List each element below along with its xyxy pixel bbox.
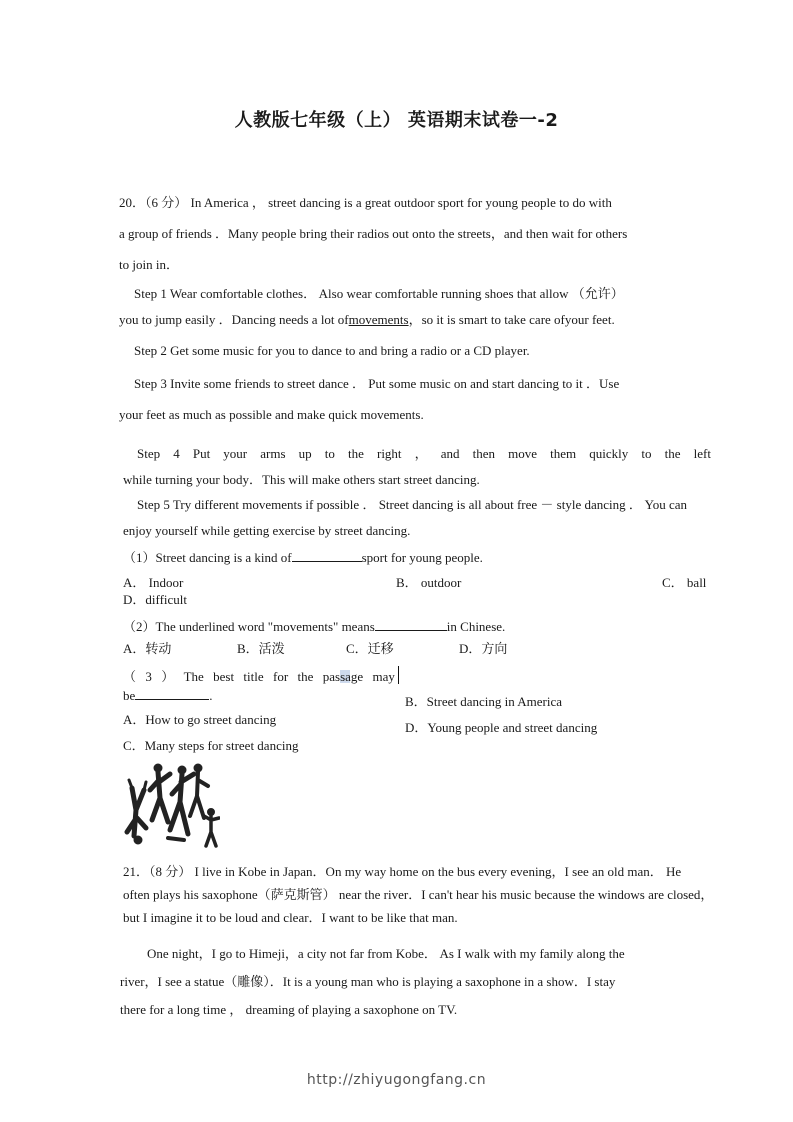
q20-sub3-stem — [123, 669, 395, 685]
step4-word: them — [550, 446, 577, 461]
street-dancers-illustration — [124, 760, 220, 850]
option-b[interactable]: B．Street dancing in America — [405, 694, 563, 709]
option-d[interactable]: D．difficult — [123, 592, 188, 607]
underlined-word-movements: movements — [348, 312, 409, 327]
step4-word: to — [641, 446, 652, 461]
step4-word: 4 — [173, 446, 180, 461]
sub3-word: title — [243, 669, 264, 684]
sub3-word: （ — [123, 669, 137, 684]
q21-p2-line-3: there for a long time ， dreaming of playing a saxophone on TV. — [120, 1002, 458, 1017]
q20-step2: Step 2 Get some music for you to dance to and bring a radio or a CD player. — [134, 343, 530, 358]
q20-step5-line-2: enjoy yourself while getting exercise by street dancing. — [123, 523, 411, 538]
q20-step1-line-2 — [119, 312, 615, 328]
q20-step3-line-2: your feet as much as possible and make quick movements. — [119, 407, 424, 422]
step4-word: the — [664, 446, 681, 461]
q20-line-2: a group of friends ．Many people bring their radios out onto the streets，and then wait for others — [119, 226, 628, 241]
option-b[interactable]: B．活泼 — [237, 641, 285, 656]
sub3-word: for — [272, 669, 289, 684]
sub2-stem-post: in Chinese. — [446, 619, 506, 634]
step4-word: and — [440, 446, 460, 461]
step4-word: left — [693, 446, 711, 461]
option-c[interactable]: C．迁移 — [346, 641, 394, 656]
answer-blank[interactable] — [375, 618, 447, 631]
answer-blank[interactable] — [135, 687, 209, 700]
text-cursor — [398, 666, 399, 684]
q20-step4-line-2: while turning your body．This will make others start street dancing. — [123, 472, 480, 487]
step4-word: up — [298, 446, 312, 461]
option-a[interactable]: A．How to go street dancing — [123, 712, 277, 727]
option-c[interactable]: C．Many steps for street dancing — [123, 738, 299, 753]
q20-sub2-stem — [123, 618, 505, 635]
step4-word: right — [376, 446, 402, 461]
sub3-word: passage — [322, 669, 364, 684]
step4-word: ， — [414, 446, 428, 461]
step4-word: move — [508, 446, 538, 461]
step4-word: arms — [260, 446, 286, 461]
q20-line-3: to join in． — [119, 257, 179, 272]
sub3-word: 3 — [145, 669, 152, 684]
step4-word: then — [472, 446, 496, 461]
q20-sub1-stem — [123, 549, 483, 566]
page-title: 人教版七年级（上） 英语期末试卷一-2 — [234, 110, 559, 131]
footer-url[interactable]: http://zhiyugongfang.cn — [306, 1072, 487, 1088]
step4-word: Step — [137, 446, 161, 461]
sub3-word: the — [297, 669, 314, 684]
q20-sub3-stem-line-2: be . — [123, 688, 213, 703]
q20-step3-line-1: Step 3 Invite some friends to street dance ． Put some music on and start dancing to it ．Use — [134, 376, 620, 391]
answer-blank[interactable] — [292, 549, 362, 562]
q21-line-2: often plays his saxophone（萨克斯管） near the river．I can't hear his music because the windows are closed， — [123, 887, 714, 902]
q20-step4-line-1 — [137, 446, 711, 462]
option-c[interactable]: C． ball — [662, 575, 707, 590]
sub1-stem-pre: （1）Street dancing is a kind of — [123, 550, 292, 565]
option-d[interactable]: D．Young people and street dancing — [405, 720, 598, 735]
q21-p2-line-2: river，I see a statue（雕像）．It is a young man who is playing a saxophone in a show．I stay — [120, 974, 616, 989]
sub3-word: may — [372, 669, 395, 684]
step4-word: Put — [192, 446, 211, 461]
q20-line-1: 20．（6 分） In America ， street dancing is a great outdoor sport for young people to do with — [119, 195, 612, 210]
sub3-word: The — [183, 669, 204, 684]
q20-step5-line-1: Step 5 Try different movements if possible ． Street dancing is all about free － style dancing ． You can — [137, 497, 688, 512]
option-a[interactable]: A． Indoor — [123, 575, 184, 590]
step4-word: quickly — [589, 446, 629, 461]
q21-line-3: but I imagine it to be loud and clear．I want to be like that man. — [123, 910, 458, 925]
step1-text-pre: you to jump easily ．Dancing needs a lot of — [119, 312, 349, 327]
step1-text-post: ，so it is smart to take care ofyour feet. — [408, 312, 615, 327]
sub1-stem-post: sport for young people. — [361, 550, 483, 565]
sub3-word: ） — [161, 669, 175, 684]
step4-word: to — [324, 446, 335, 461]
q21-line-1: 21．（8 分） I live in Kobe in Japan．On my way home on the bus every evening，I see an old man． He — [123, 864, 682, 879]
step4-word: your — [223, 446, 248, 461]
sub3-be: be — [123, 688, 136, 703]
sub2-stem-pre: （2）The underlined word "movements" means — [123, 619, 375, 634]
option-d[interactable]: D．方向 — [459, 641, 508, 656]
q20-step1-line-1: Step 1 Wear comfortable clothes． Also wear comfortable running shoes that allow （允许） — [134, 286, 624, 301]
step4-word: the — [347, 446, 364, 461]
sub3-word: best — [213, 669, 235, 684]
option-a[interactable]: A．转动 — [123, 641, 172, 656]
q21-p2-line-1: One night，I go to Himeji，a city not far from Kobe． As I walk with my family along the — [147, 946, 625, 961]
option-b[interactable]: B． outdoor — [396, 575, 462, 590]
